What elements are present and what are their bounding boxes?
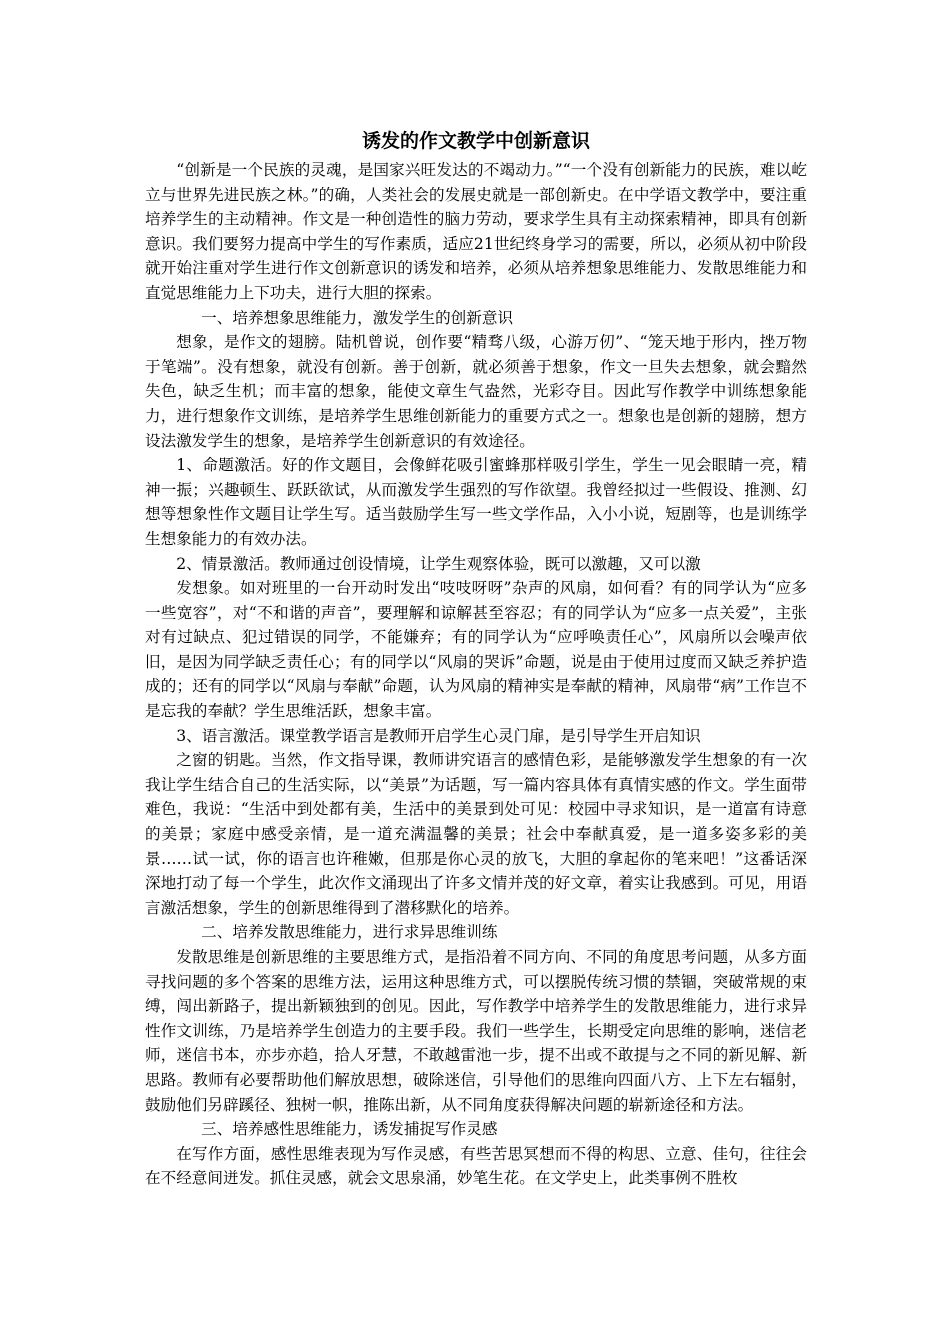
section-heading: 三、培养感性思维能力，诱发捕捉写作灵感	[201, 1120, 498, 1139]
paragraph: 3、语言激活。课堂教学语言是教师开启学生心灵门扉，是引导学生开启知识	[176, 726, 701, 745]
paragraph: 1、命题激活。好的作文题目，会像鲜花吸引蜜蜂那样吸引学生，学生一见会眼睛一亮，精神一振；兴趣顿生、跃跃欲试，从而激发学生强烈的写作欲望。我曾经拟过一些假设、推测、幻想等想象性作文题目让学生写。适当鼓励学生写一些文学作品，入小小说，短剧等，也是训练学生想象能力的有效办法。	[145, 456, 807, 548]
paragraph: “创新是一个民族的灵魂，是国家兴旺发达的不竭动力。”“一个没有创新能力的民族，难以屹立与世界先进民族之林。”的确，人类社会的发展史就是一部创新史。在中学语文教学中，要注重培养学生的主动精神。作文是一种创造性的脑力劳动，要求学生具有主动探索精神，即具有创新意识。我们要努力提高中学生的写作素质，适应21世纪终身学习的需要，所以，必须从初中阶段就开始注重对学生进行作文创新意识的诱发和培养，必须从培养想象思维能力、发散思维能力和直觉思维能力上下功夫，进行大胆的探索。	[145, 161, 807, 302]
document-body	[145, 128, 807, 1191]
paragraph: 发散思维是创新思维的主要思维方式，是指沿着不同方向、不同的角度思考问题，从多方面寻找问题的多个答案的思维方法，运用这种思维方式，可以摆脱传统习惯的禁锢，突破常规的束缚，闯出新路子，提出新颖独到的创见。因此，写作教学中培养学生的发散思维能力，进行求异性作文训练，乃是培养学生创造力的主要手段。我们一些学生，长期受定向思维的影响，迷信老师，迷信书本，亦步亦趋，拾人牙慧，不敢越雷池一步，提不出或不敢提与之不同的新见解、新思路。教师有必要帮助他们解放思想，破除迷信，引导他们的思维向四面八方、上下左右辐射，鼓励他们另辟蹊径、独树一帜，推陈出新，从不同角度获得解决问题的崭新途径和方法。	[145, 948, 807, 1114]
paragraph: 想象，是作文的翅膀。陆机曾说，创作要“精骛八级，心游万仞”、“笼天地于形内，挫万物于笔端”。没有想象，就没有创新。善于创新，就必须善于想象，作文一旦失去想象，就会黯然失色，缺乏生机；而丰富的想象，能使文章生气盎然，光彩夺目。因此写作教学中训练想象能力，进行想象作文训练，是培养学生思维创新能力的重要方式之一。想象也是创新的翅膀，想方设法激发学生的想象，是培养学生创新意识的有效途径。	[145, 333, 807, 450]
paragraph: 之窗的钥匙。当然，作文指导课，教师讲究语言的感情色彩，是能够激发学生想象的有一次我让学生结合自己的生活实际，以“美景”为话题，写一篇内容具体有真情实感的作文。学生面带难色，我说：“生活中到处都有美，生活中的美景到处可见：校园中寻求知识，是一道富有诗意的美景；家庭中感受亲情，是一道充满温馨的美景；社会中奉献真爱，是一道多姿多彩的美景……试一试，你的语言也许稚嫩，但那是你心灵的放飞，大胆的拿起你的笔来吧！”这番话深深地打动了每一个学生，此次作文涌现出了许多文情并茂的好文章，着实让我感到。可见，用语言激活想象，学生的创新思维得到了潜移默化的培养。	[145, 751, 807, 917]
section-heading: 二、培养发散思维能力，进行求异思维训练	[201, 923, 498, 942]
paragraph: 2、情景激活。教师通过创设情境，让学生观察体验，既可以激趣，又可以激	[176, 554, 701, 573]
document-title: 诱发的作文教学中创新意识	[361, 130, 590, 152]
section-heading: 一、培养想象思维能力，激发学生的创新意识	[201, 308, 514, 327]
paragraph: 在写作方面，感性思维表现为写作灵感，有些苦思冥想而不得的构思、立意、佳句，往往会在不经意间迸发。抓住灵感，就会文思泉涌，妙笔生花。在文学史上，此类事例不胜枚	[145, 1144, 807, 1188]
paragraph: 发想象。如对班里的一台开动时发出“吱吱呀呀”杂声的风扇，如何看？有的同学认为“应多一些宽容”，对“不和谐的声音”，要理解和谅解甚至容忍；有的同学认为“应多一点关爱”，主张对有过缺点、犯过错误的同学，不能嫌弃；有的同学认为“应呼唤责任心”，风扇所以会噪声依旧，是因为同学缺乏责任心；有的同学以“风扇的哭诉”命题，说是由于使用过度而又缺乏养护造成的；还有的同学以“风扇与奉献”命题，认为风扇的精神实是奉献的精神，风扇带“病”工作岂不是忘我的奉献？学生思维活跃，想象丰富。	[145, 579, 807, 721]
